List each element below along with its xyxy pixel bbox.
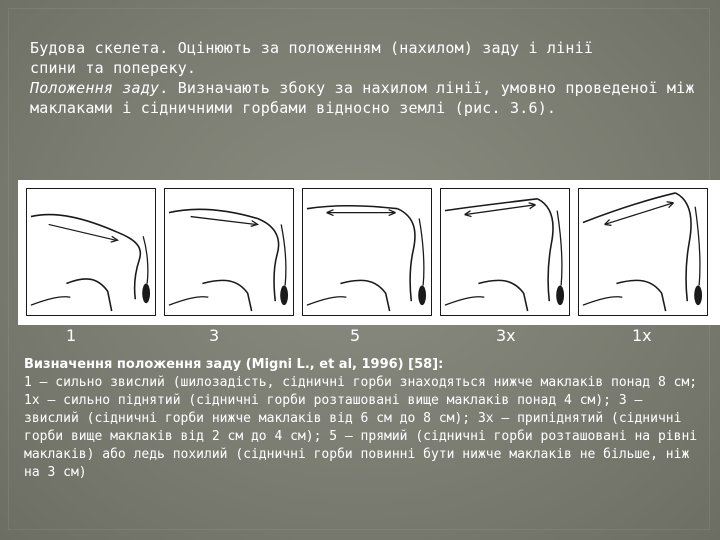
figure-label-3: 3 [209,326,220,345]
figure-panel-1x [578,188,708,316]
intro-line-3 [30,78,700,118]
rump-drawing-3x [441,189,569,315]
rump-position-figure [18,180,720,325]
figure-panel-3 [164,188,294,316]
rump-drawing-3 [165,189,293,315]
figure-panel-3x [440,188,570,316]
legend-body: 1 – сильно звислий (шилозадість, сідничні горби знаходяться нижче маклаків понад 8 см; 1х – сильно піднятий (сідничні горби розташовані вище маклаків понад 4 см); 3 – звислий (сідничні горби нижче маклаків від 6 см до 8 см); 3х – припіднятий (сідничні горби вище маклаків від 2 см до 4 см); 5 – прямий (сідничні горби розташовані на рівні маклаків) або ледь похилий (сідничні горби повинні бути нижче маклаків не більше, ніж на 3 см) [24,375,698,480]
intro-line-2: спини та попереку. [30,59,197,77]
intro-line-1: Будова скелета. Оцінюють за положенням (нахилом) заду і лінії [30,39,594,57]
legend-text [24,356,700,482]
figure-label-1: 1 [66,326,77,345]
intro-text [30,38,700,118]
intro-line-3-rest: . Визначають збоку за нахилом лінії, умовно проведеної між маклаками і сідничними горбами відносно землі (рис. 3.6). [30,79,695,117]
figure-label-1x: 1х [632,326,652,345]
rump-drawing-1 [27,189,155,315]
figure-panel-5 [302,188,432,316]
intro-italic-term: Положення заду [30,79,160,97]
rump-drawing-5 [303,189,431,315]
figure-label-5: 5 [350,326,361,345]
legend-heading: Визначення положення заду (Migni L., et al, 1996) [58]: [24,357,444,372]
figure-panel-1 [26,188,156,316]
figure-label-3x: 3х [496,326,516,345]
rump-drawing-1x [579,189,707,315]
